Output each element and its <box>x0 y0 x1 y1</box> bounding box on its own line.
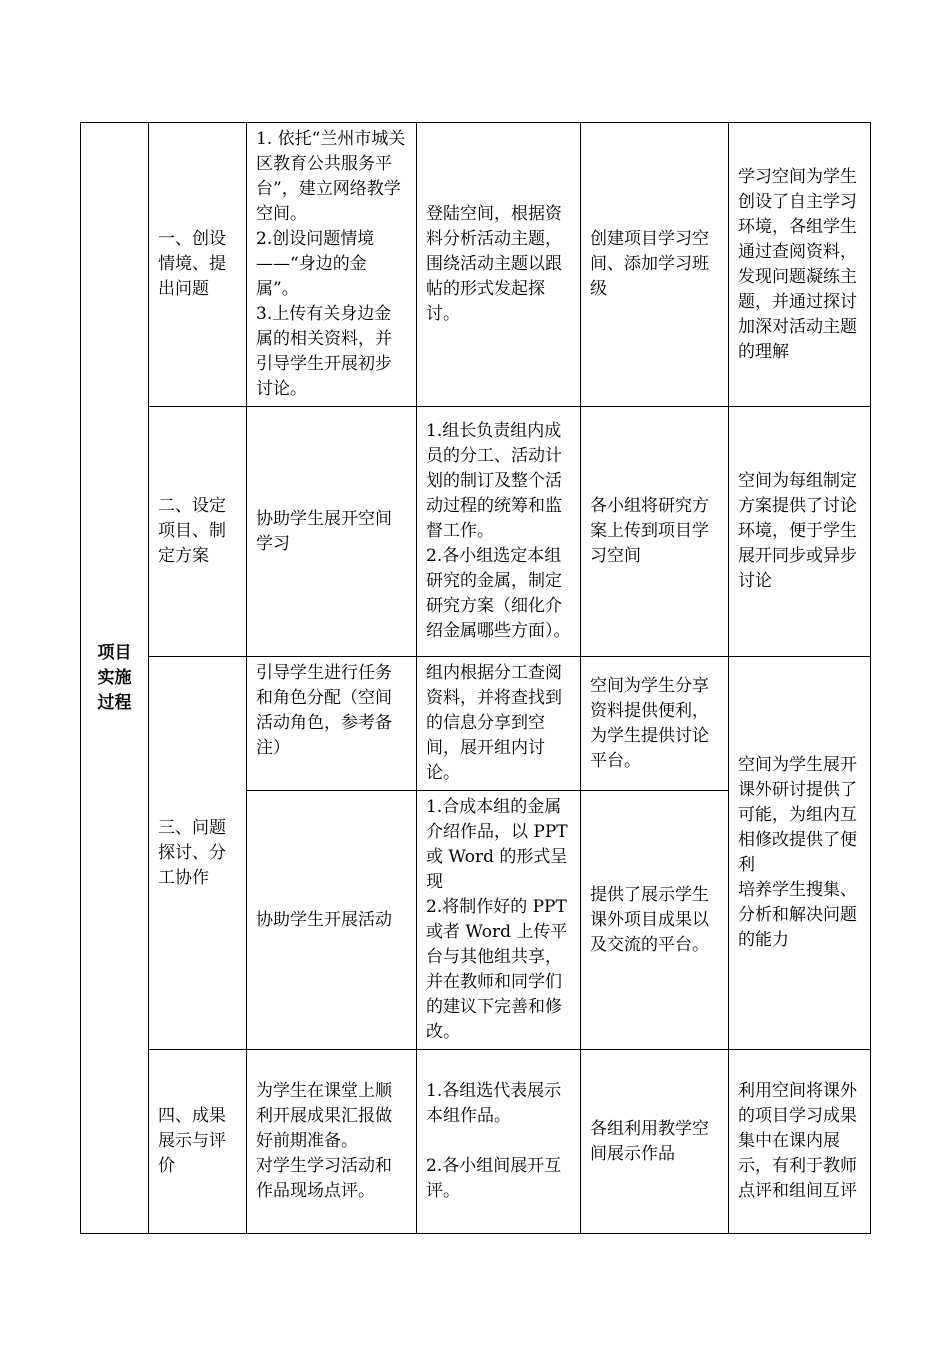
teacher-activity-item: 2.创设问题情境——“身边的金属”。 <box>256 229 375 299</box>
teacher-activity-cell: 协助学生开展活动 <box>247 791 417 1050</box>
stage-cell: 三、问题探讨、分工协作 <box>149 657 247 1050</box>
student-activity-item: 1.合成本组的金属介绍作品，以 PPT 或 Word 的形式呈现 <box>426 797 568 892</box>
student-activity-cell: 组内根据分工查阅资料，并将查找到的信息分享到空间，展开组内讨论。 <box>417 657 581 791</box>
teacher-activity-item: 3.上传有关身边金属的相关资料，并引导学生开展初步讨论。 <box>256 304 392 399</box>
table-row <box>81 657 871 791</box>
student-activity-item: 2.各小组选定本组研究的金属，制定研究方案（细化介绍金属哪些方面）。 <box>426 546 571 641</box>
teacher-activity-item: 为学生在课堂上顺利开展成果汇报做好前期准备。 <box>256 1081 392 1151</box>
table-row <box>81 123 871 407</box>
teacher-activity-cell: 引导学生进行任务和角色分配（空间活动角色，参考备注） <box>247 657 417 791</box>
teacher-activity-item: 1. 依托“兰州市城关区教育公共服务平台”，建立网络教学空间。 <box>256 129 406 224</box>
teacher-activity-item: 对学生学习活动和作品现场点评。 <box>256 1156 392 1201</box>
effect-item: 空间为学生展开课外研讨提供了可能，为组内互相修改提供了便利 <box>738 755 857 875</box>
section-label-line: 过程 <box>97 692 132 713</box>
section-label-cell <box>81 123 149 1234</box>
student-activity-item: 1.各组选代表展示本组作品。 <box>426 1081 562 1126</box>
table-row <box>81 1050 871 1234</box>
effect-cell: 学习空间为学生创设了自主学习环境，各组学生通过查阅资料，发现问题凝练主题，并通过探讨加深对活动主题的理解 <box>729 123 871 407</box>
space-support-cell: 各组利用教学空间展示作品 <box>581 1050 729 1234</box>
student-activity-item: 1.组长负责组内成员的分工、活动计划的制订及整个活动过程的统筹和监督工作。 <box>426 421 562 541</box>
effect-item: 培养学生搜集、分析和解决问题的能力 <box>738 880 857 950</box>
space-support-cell: 提供了展示学生课外项目成果以及交流的平台。 <box>581 791 729 1050</box>
space-support-cell: 空间为学生分享资料提供便利，为学生提供讨论平台。 <box>581 657 729 791</box>
effect-cell: 空间为每组制定方案提供了讨论环境，便于学生展开同步或异步讨论 <box>729 407 871 657</box>
teacher-activity-cell <box>247 1050 417 1234</box>
section-label-line: 项目 <box>97 642 132 663</box>
table-row <box>81 407 871 657</box>
space-support-cell: 创建项目学习空间、添加学习班级 <box>581 123 729 407</box>
student-activity-cell <box>417 791 581 1050</box>
effect-cell: 利用空间将课外的项目学习成果集中在课内展示，有利于教师点评和组间互评 <box>729 1050 871 1234</box>
student-activity-cell <box>417 1050 581 1234</box>
student-activity-item: 2.各小组间展开互评。 <box>426 1156 562 1201</box>
student-activity-cell <box>417 407 581 657</box>
section-label-line: 实施 <box>97 667 132 688</box>
line-gap <box>426 1129 571 1154</box>
stage-cell: 四、成果展示与评价 <box>149 1050 247 1234</box>
student-activity-item: 2.将制作好的 PPT 或者 Word 上传平台与其他组共享，并在教师和同学们的建议下完善和修改。 <box>426 897 568 1042</box>
student-activity-cell: 登陆空间，根据资料分析活动主题，围绕活动主题以跟帖的形式发起探讨。 <box>417 123 581 407</box>
teacher-activity-cell: 协助学生展开空间学习 <box>247 407 417 657</box>
space-support-cell: 各小组将研究方案上传到项目学习空间 <box>581 407 729 657</box>
stage-cell: 二、设定项目、制定方案 <box>149 407 247 657</box>
project-implementation-table <box>80 122 871 1234</box>
stage-cell: 一、创设情境、提出问题 <box>149 123 247 407</box>
effect-cell <box>729 657 871 1050</box>
teacher-activity-cell <box>247 123 417 407</box>
